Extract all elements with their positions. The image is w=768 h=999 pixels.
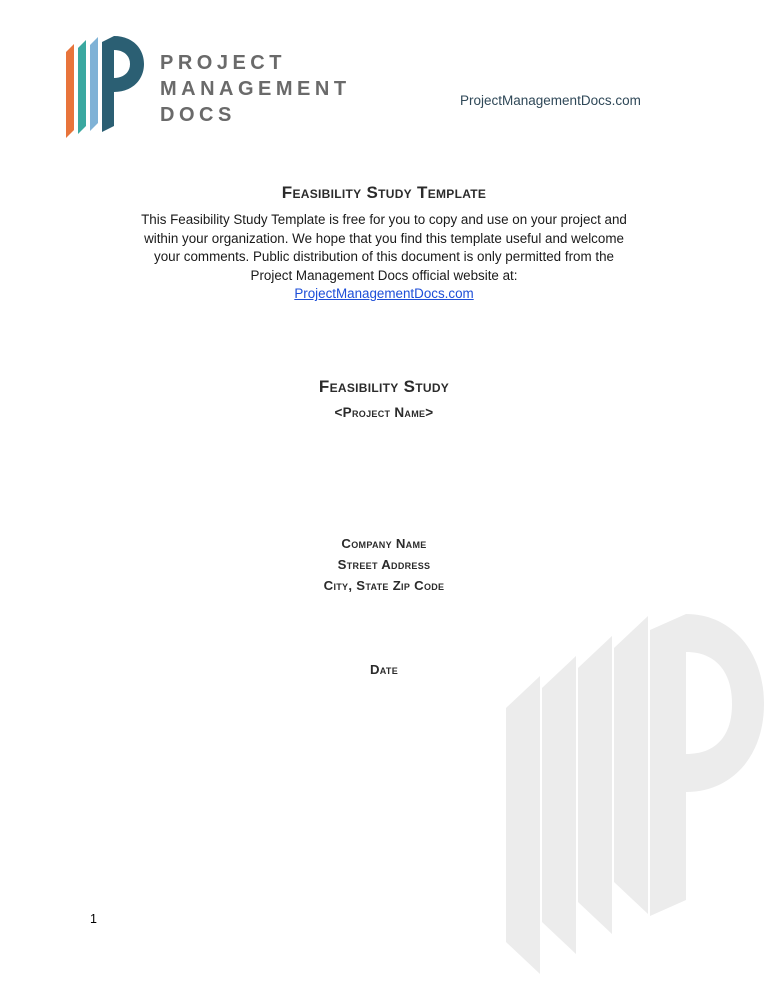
document-subtitle-project-name: <Project Name> [334, 405, 434, 420]
company-info-block [0, 533, 768, 596]
page-number: 1 [90, 912, 97, 926]
page-header [0, 30, 768, 140]
brand-line-2: MANAGEMENT [160, 78, 351, 100]
template-intro-heading: Feasibility Study Template [281, 183, 487, 202]
document-title-block [0, 377, 768, 420]
template-intro-paragraph: This Feasibility Study Template is free for you to copy and use on your project and within your organization. We hope that you find this template useful and welcome your comments. Public distribution of this document is only permitted from the Project Management Docs official website at: [141, 212, 627, 283]
city-state-zip: City, State Zip Code [323, 578, 445, 593]
brand-line-3: DOCS [160, 104, 236, 126]
pmdocs-watermark-icon [480, 600, 768, 994]
brand-logo[interactable] [60, 34, 351, 144]
brand-line-1: PROJECT [160, 52, 286, 74]
date-placeholder: Date [369, 662, 399, 677]
street-address: Street Address [337, 557, 431, 572]
brand-logo-text [160, 50, 351, 128]
header-site-link[interactable]: ProjectManagementDocs.com [460, 93, 641, 108]
template-intro-block [0, 183, 768, 304]
company-name: Company Name [341, 536, 427, 551]
template-intro-link[interactable]: ProjectManagementDocs.com [294, 286, 474, 302]
pmdocs-logo-icon [60, 34, 146, 138]
document-title: Feasibility Study [318, 377, 450, 396]
